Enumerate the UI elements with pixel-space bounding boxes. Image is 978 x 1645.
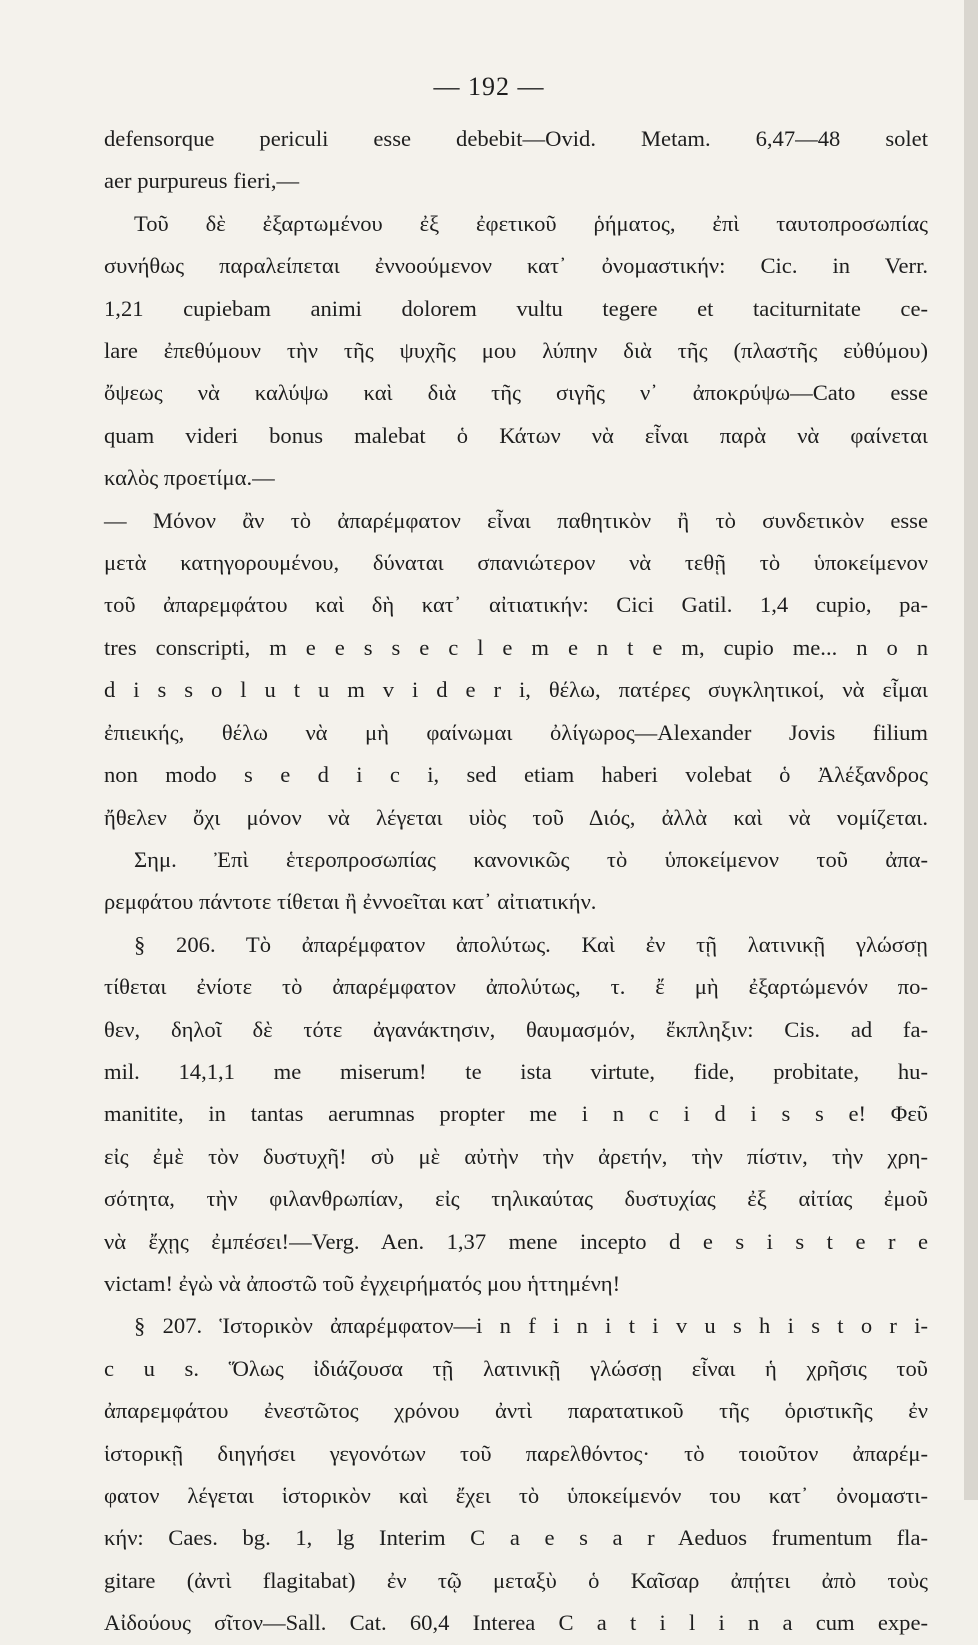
- text-line: εἰς ἐμὲ τὸν δυστυχῆ! σὺ μὲ αὐτὴν τὴν ἀρετήν, τὴν πίστιν, τὴν χρη-: [104, 1143, 928, 1169]
- text-line: κήν: Caes. bg. 1, lg Interim C a e s a r Aeduos frumentum fla-: [104, 1525, 928, 1551]
- text-line: — Μόνον ἂν τὸ ἀπαρέμφατον εἶναι παθητικὸν ἢ τὸ συνδετικὸν esse: [104, 507, 928, 533]
- text-line: d i s s o l u t u m v i d e r i, θέλω, πατέρες συγκλητικοί, νὰ εἶμαι: [104, 677, 928, 703]
- text-line: ἱστορικῇ διηγήσει γεγονότων τοῦ παρελθόντος· τὸ τοιοῦτον ἀπαρέμ-: [104, 1440, 928, 1466]
- text-line: ἤθελεν ὄχι μόνον νὰ λέγεται υἱὸς τοῦ Διός, ἀλλὰ καὶ νὰ νομίζεται.: [104, 804, 928, 830]
- text-line: non modo s e d i c i, sed etiam haberi volebat ὁ Ἀλέξανδρος: [104, 762, 928, 788]
- text-line: σότητα, τὴν φιλανθρωπίαν, εἰς τηλικαύτας δυστυχίας ἐξ αἰτίας ἐμοῦ: [104, 1186, 928, 1212]
- text-line: c u s. Ὅλως ἰδιάζουσα τῇ λατινικῇ γλώσσῃ εἶναι ἡ χρῆσις τοῦ: [104, 1355, 928, 1381]
- text-line: συνήθως παραλείπεται ἐννοούμενον κατ᾽ ὀνομαστικήν: Cic. in Verr.: [104, 253, 928, 279]
- text-line: § 207. Ἱστορικὸν ἀπαρέμφατον—i n f i n i t i v u s h i s t o r i-: [134, 1313, 928, 1339]
- text-line: quam videri bonus malebat ὁ Κάτων νὰ εἶναι παρὰ νὰ φαίνεται: [104, 422, 928, 448]
- text-line: τοῦ ἀπαρεμφάτου καὶ δὴ κατ᾽ αἰτιατικήν: Cici Gatil. 1,4 cupio, pa-: [104, 592, 928, 618]
- text-line: μετὰ κατηγορουμένου, δύναται σπανιώτερον νὰ τεθῇ τὸ ὑποκείμενον: [104, 550, 928, 576]
- text-line: victam! ἐγὼ νὰ ἀποστῶ τοῦ ἐγχειρήματός μου ἡττημένη!: [104, 1270, 621, 1296]
- text-line: τίθεται ἐνίοτε τὸ ἀπαρέμφατον ἀπολύτως, τ. ἔ μὴ ἐξαρτώμενόν πο-: [104, 974, 928, 1000]
- text-line: Αἰδούους σῖτον—Sall. Cat. 60,4 Interea C a t i l i n a cum expe-: [104, 1610, 928, 1636]
- text-line: aer purpureus fieri,—: [104, 168, 300, 194]
- text-line: tres conscripti, m e e s s e c l e m e n t e m, cupio me... n o n: [104, 634, 928, 660]
- text-line: § 206. Τὸ ἀπαρέμφατον ἀπολύτως. Καὶ ἐν τῇ λατινικῇ γλώσσῃ: [134, 931, 928, 957]
- text-line: φατον λέγεται ἱστορικὸν καὶ ἔχει τὸ ὑποκείμενόν του κατ᾽ ὀνομαστι-: [104, 1483, 928, 1508]
- text-line: ἐπιεικής, θέλω νὰ μὴ φαίνωμαι ὀλίγωρος—Alexander Jovis filium: [104, 719, 928, 745]
- text-line: ρεμφάτου πάντοτε τίθεται ἢ ἐννοεῖται κατ᾽ αἰτιατικήν.: [104, 889, 597, 915]
- text-line: defensorque periculi esse debebit—Ovid. Metam. 6,47—48 solet: [104, 126, 928, 151]
- text-line: ὄψεως νὰ καλύψω καὶ διὰ τῆς σιγῆς ν᾽ ἀποκρύψω—Cato esse: [104, 380, 928, 406]
- page-edge: [964, 0, 978, 1500]
- body-text: [104, 118, 928, 1645]
- text-line: manitite, in tantas aerumnas propter me i n c i d i s s e! Φεῦ: [104, 1101, 928, 1127]
- text-line: gitare (ἀντὶ flagitabat) ἐν τῷ μεταξὺ ὁ Καῖσαρ ἀπῄτει ἀπὸ τοὺς: [104, 1567, 928, 1593]
- text-line: ἀπαρεμφάτου ἐνεστῶτος χρόνου ἀντὶ παρατατικοῦ τῆς ὁριστικῆς ἐν: [104, 1398, 928, 1424]
- text-line: καλὸς προετίμα.—: [104, 465, 275, 491]
- text-line: Σημ. Ἐπὶ ἑτεροπροσωπίας κανονικῶς τὸ ὑποκείμενον τοῦ ἀπα-: [134, 846, 928, 872]
- text-line: νὰ ἔχῃς ἐμπέσει!—Verg. Aen. 1,37 mene incepto d e s i s t e r e: [104, 1228, 928, 1254]
- text-line: lare ἐπεθύμουν τὴν τῆς ψυχῆς μου λύπην διὰ τῆς (πλαστῆς εὐθύμου): [104, 338, 928, 364]
- text-line: mil. 14,1,1 me miserum! te ista virtute, fide, probitate, hu-: [104, 1058, 928, 1084]
- text-line: θεν, δηλοῖ δὲ τότε ἀγανάκτησιν, θαυμασμόν, ἔκπληξιν: Cis. ad fa-: [104, 1016, 928, 1042]
- text-line: 1,21 cupiebam animi dolorem vultu tegere et taciturnitate ce-: [104, 295, 928, 321]
- page-number: — 192 —: [433, 72, 545, 101]
- text-line: Τοῦ δὲ ἐξαρτωμένου ἐξ ἐφετικοῦ ῥήματος, ἐπὶ ταυτοπροσωπίας: [134, 210, 928, 236]
